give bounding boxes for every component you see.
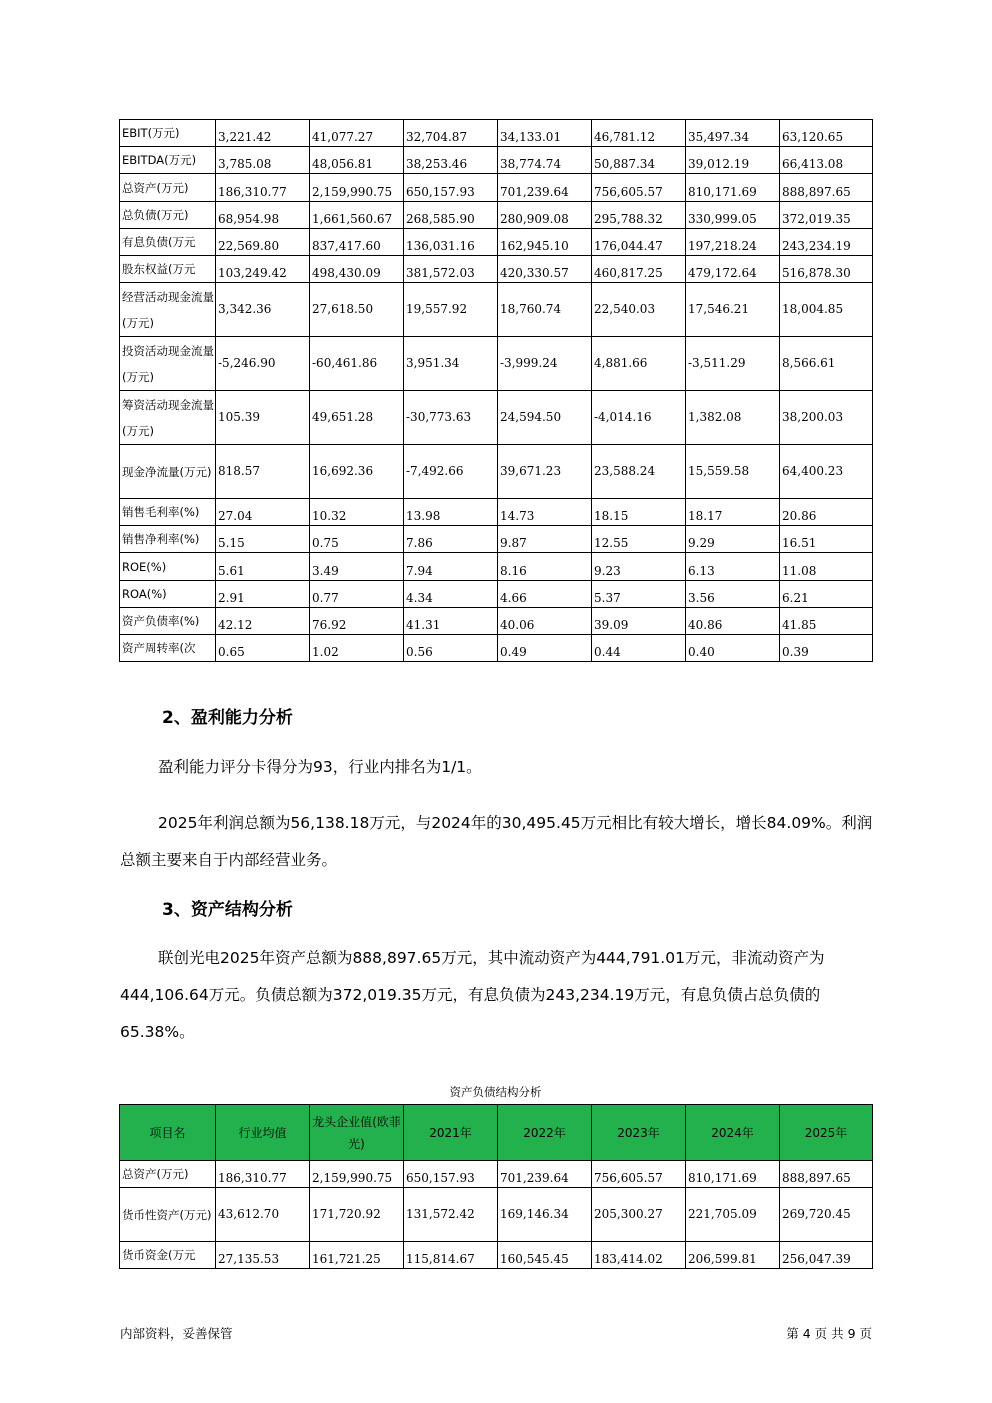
footer-confidential-note: 内部资料，妥善保管: [120, 1326, 233, 1341]
column-header: 龙头企业值(欧菲光): [310, 1105, 404, 1161]
table-row: [120, 1188, 873, 1242]
table-cell: 24,594.50: [498, 391, 592, 445]
table-cell: 810,171.69: [686, 174, 780, 202]
column-header: 2023年: [592, 1105, 686, 1161]
table-cell: 0.75: [310, 526, 404, 553]
section-heading-asset-structure: 3、资产结构分析: [162, 900, 293, 920]
section-heading-profitability: 2、盈利能力分析: [162, 708, 293, 728]
table-cell: 0.39: [780, 635, 873, 662]
table-cell: 243,234.19: [780, 229, 873, 256]
table-cell: 64,400.23: [780, 445, 873, 499]
table-cell: 268,585.90: [404, 202, 498, 229]
table-cell: 76.92: [310, 608, 404, 635]
table-cell: 1,382.08: [686, 391, 780, 445]
table-cell: 35,497.34: [686, 120, 780, 147]
table-cell: 39,671.23: [498, 445, 592, 499]
table-cell: 3.56: [686, 581, 780, 608]
row-label: EBITDA(万元): [120, 147, 216, 174]
row-label: 总负债(万元): [120, 202, 216, 229]
table-cell: 186,310.77: [216, 174, 310, 202]
row-label: 总资产(万元): [120, 1161, 216, 1188]
table-cell: 48,056.81: [310, 147, 404, 174]
row-label: 资产周转率(次: [120, 635, 216, 662]
table-cell: 5.15: [216, 526, 310, 553]
table-cell: 650,157.93: [404, 1161, 498, 1188]
table-row: [120, 1242, 873, 1269]
table-cell: 810,171.69: [686, 1161, 780, 1188]
table-cell: 50,887.34: [592, 147, 686, 174]
table-cell: 269,720.45: [780, 1188, 873, 1242]
table-cell: 169,146.34: [498, 1188, 592, 1242]
table-cell: 19,557.92: [404, 283, 498, 337]
table-cell: 66,413.08: [780, 147, 873, 174]
table-cell: 8.16: [498, 553, 592, 581]
table-cell: 0.56: [404, 635, 498, 662]
table-cell: 888,897.65: [780, 174, 873, 202]
paragraph-profitability-score: 盈利能力评分卡得分为93，行业内排名为1/1。: [158, 758, 482, 776]
column-header: 2021年: [404, 1105, 498, 1161]
table-cell: -5,246.90: [216, 337, 310, 391]
table-row: [120, 229, 873, 256]
table-cell: 38,774.74: [498, 147, 592, 174]
table-row: [120, 553, 873, 581]
table-cell: 9.87: [498, 526, 592, 553]
table-cell: 7.86: [404, 526, 498, 553]
table-cell: 171,720.92: [310, 1188, 404, 1242]
table-cell: 206,599.81: [686, 1242, 780, 1269]
table-cell: 3,342.36: [216, 283, 310, 337]
table-caption: 资产负债结构分析: [449, 1085, 542, 1099]
table-cell: 131,572.42: [404, 1188, 498, 1242]
table-row: [120, 635, 873, 662]
row-label: 销售毛利率(%): [120, 499, 216, 526]
table-cell: 34,133.01: [498, 120, 592, 147]
balance-structure-table: [119, 1104, 873, 1269]
row-label: 货币资金(万元: [120, 1242, 216, 1269]
table-cell: 41.31: [404, 608, 498, 635]
column-header: 2025年: [780, 1105, 873, 1161]
table-cell: 38,200.03: [780, 391, 873, 445]
table-row: [120, 581, 873, 608]
table-cell: 2.91: [216, 581, 310, 608]
paragraph-profit-total: 2025年利润总额为56,138.18万元，与2024年的30,495.45万元相比有较大增长，增长84.09%。利润总额主要来自于内部经营业务。: [120, 814, 873, 869]
table-cell: -60,461.86: [310, 337, 404, 391]
table-row: [120, 391, 873, 445]
table-cell: 256,047.39: [780, 1242, 873, 1269]
footer-page-number: 第 4 页 共 9 页: [786, 1326, 872, 1341]
table-cell: 68,954.98: [216, 202, 310, 229]
table-cell: 330,999.05: [686, 202, 780, 229]
table-row: [120, 202, 873, 229]
table-cell: 888,897.65: [780, 1161, 873, 1188]
table-cell: 701,239.64: [498, 174, 592, 202]
table-cell: 12.55: [592, 526, 686, 553]
table-cell: 183,414.02: [592, 1242, 686, 1269]
table-cell: 49,651.28: [310, 391, 404, 445]
table-cell: 13.98: [404, 499, 498, 526]
table-row: [120, 147, 873, 174]
table-cell: 756,605.57: [592, 174, 686, 202]
table-cell: 756,605.57: [592, 1161, 686, 1188]
table-cell: 23,588.24: [592, 445, 686, 499]
table-cell: 18.17: [686, 499, 780, 526]
column-header: 2022年: [498, 1105, 592, 1161]
table-row: [120, 283, 873, 337]
table-cell: 818.57: [216, 445, 310, 499]
table-cell: 20.86: [780, 499, 873, 526]
table-cell: 32,704.87: [404, 120, 498, 147]
table-row: [120, 526, 873, 553]
table-cell: 420,330.57: [498, 256, 592, 283]
column-header: 项目名: [120, 1105, 216, 1161]
column-header: 2024年: [686, 1105, 780, 1161]
table-cell: 205,300.27: [592, 1188, 686, 1242]
table-cell: 27.04: [216, 499, 310, 526]
table-cell: 8,566.61: [780, 337, 873, 391]
table-cell: 16,692.36: [310, 445, 404, 499]
table-cell: 105.39: [216, 391, 310, 445]
table-cell: 221,705.09: [686, 1188, 780, 1242]
table-cell: 2,159,990.75: [310, 1161, 404, 1188]
table-cell: 295,788.32: [592, 202, 686, 229]
table-cell: 17,546.21: [686, 283, 780, 337]
table-cell: 4.34: [404, 581, 498, 608]
table-row: [120, 256, 873, 283]
row-label: ROA(%): [120, 581, 216, 608]
table-cell: -7,492.66: [404, 445, 498, 499]
table-cell: 516,878.30: [780, 256, 873, 283]
row-label: 销售净利率(%): [120, 526, 216, 553]
table-cell: -3,999.24: [498, 337, 592, 391]
row-label: EBIT(万元): [120, 120, 216, 147]
table-cell: 15,559.58: [686, 445, 780, 499]
table-cell: 4.66: [498, 581, 592, 608]
table-cell: 0.44: [592, 635, 686, 662]
table-cell: 197,218.24: [686, 229, 780, 256]
row-label: 投资活动现金流量(万元): [120, 337, 216, 391]
table-cell: -3,511.29: [686, 337, 780, 391]
table-cell: 115,814.67: [404, 1242, 498, 1269]
table-row: [120, 499, 873, 526]
table-cell: 7.94: [404, 553, 498, 581]
table-cell: 42.12: [216, 608, 310, 635]
table-cell: 27,135.53: [216, 1242, 310, 1269]
table-cell: 41.85: [780, 608, 873, 635]
table-cell: -4,014.16: [592, 391, 686, 445]
table-cell: 0.77: [310, 581, 404, 608]
table-cell: 2,159,990.75: [310, 174, 404, 202]
paragraph-asset-structure: 联创光电2025年资产总额为888,897.65万元，其中流动资产为444,791.01万元，非流动资产为444,106.64万元。负债总额为372,019.35万元，有息负债为243,234.19万元，有息负债占总负债的65.38%。: [120, 949, 825, 1041]
table-cell: 3,785.08: [216, 147, 310, 174]
row-label: 经营活动现金流量(万元): [120, 283, 216, 337]
table-cell: 39,012.19: [686, 147, 780, 174]
table-cell: 176,044.47: [592, 229, 686, 256]
table-cell: 41,077.27: [310, 120, 404, 147]
table-cell: 16.51: [780, 526, 873, 553]
table-row: [120, 1161, 873, 1188]
table-cell: -30,773.63: [404, 391, 498, 445]
table-cell: 40.86: [686, 608, 780, 635]
table-cell: 5.61: [216, 553, 310, 581]
table-cell: 479,172.64: [686, 256, 780, 283]
table-cell: 136,031.16: [404, 229, 498, 256]
table-row: [120, 174, 873, 202]
table-row: [120, 608, 873, 635]
table-cell: 0.65: [216, 635, 310, 662]
table-cell: 14.73: [498, 499, 592, 526]
table-cell: 103,249.42: [216, 256, 310, 283]
table-cell: 6.13: [686, 553, 780, 581]
table-cell: 4,881.66: [592, 337, 686, 391]
table-cell: 10.32: [310, 499, 404, 526]
table-cell: 38,253.46: [404, 147, 498, 174]
column-header: 行业均值: [216, 1105, 310, 1161]
table-cell: 381,572.03: [404, 256, 498, 283]
table-cell: 650,157.93: [404, 174, 498, 202]
table-cell: 22,540.03: [592, 283, 686, 337]
table-cell: 3,951.34: [404, 337, 498, 391]
row-label: 有息负债(万元: [120, 229, 216, 256]
table-cell: 40.06: [498, 608, 592, 635]
table-cell: 837,417.60: [310, 229, 404, 256]
table-cell: 18,004.85: [780, 283, 873, 337]
table-cell: 186,310.77: [216, 1161, 310, 1188]
table-cell: 39.09: [592, 608, 686, 635]
table-cell: 46,781.12: [592, 120, 686, 147]
table-cell: 22,569.80: [216, 229, 310, 256]
table-cell: 27,618.50: [310, 283, 404, 337]
row-label: 筹资活动现金流量(万元): [120, 391, 216, 445]
table-cell: 162,945.10: [498, 229, 592, 256]
row-label: ROE(%): [120, 553, 216, 581]
table-cell: 6.21: [780, 581, 873, 608]
table-cell: 18,760.74: [498, 283, 592, 337]
table-cell: 3.49: [310, 553, 404, 581]
row-label: 现金净流量(万元): [120, 445, 216, 499]
table-cell: 9.29: [686, 526, 780, 553]
financial-metrics-table: [119, 119, 873, 662]
table-cell: 280,909.08: [498, 202, 592, 229]
table-cell: 18.15: [592, 499, 686, 526]
table-cell: 701,239.64: [498, 1161, 592, 1188]
table-cell: 0.49: [498, 635, 592, 662]
table-cell: 498,430.09: [310, 256, 404, 283]
table-cell: 161,721.25: [310, 1242, 404, 1269]
table-cell: 460,817.25: [592, 256, 686, 283]
table-cell: 1.02: [310, 635, 404, 662]
table-cell: 160,545.45: [498, 1242, 592, 1269]
table-row: [120, 337, 873, 391]
table-cell: 1,661,560.67: [310, 202, 404, 229]
table-cell: 11.08: [780, 553, 873, 581]
table-cell: 0.40: [686, 635, 780, 662]
table-cell: 3,221.42: [216, 120, 310, 147]
row-label: 资产负债率(%): [120, 608, 216, 635]
table-header-row: [120, 1105, 873, 1161]
table-cell: 372,019.35: [780, 202, 873, 229]
row-label: 股东权益(万元: [120, 256, 216, 283]
table-row: [120, 120, 873, 147]
table-cell: 5.37: [592, 581, 686, 608]
table-cell: 63,120.65: [780, 120, 873, 147]
row-label: 总资产(万元): [120, 174, 216, 202]
table-cell: 43,612.70: [216, 1188, 310, 1242]
row-label: 货币性资产(万元): [120, 1188, 216, 1242]
table-row: [120, 445, 873, 499]
table-cell: 9.23: [592, 553, 686, 581]
